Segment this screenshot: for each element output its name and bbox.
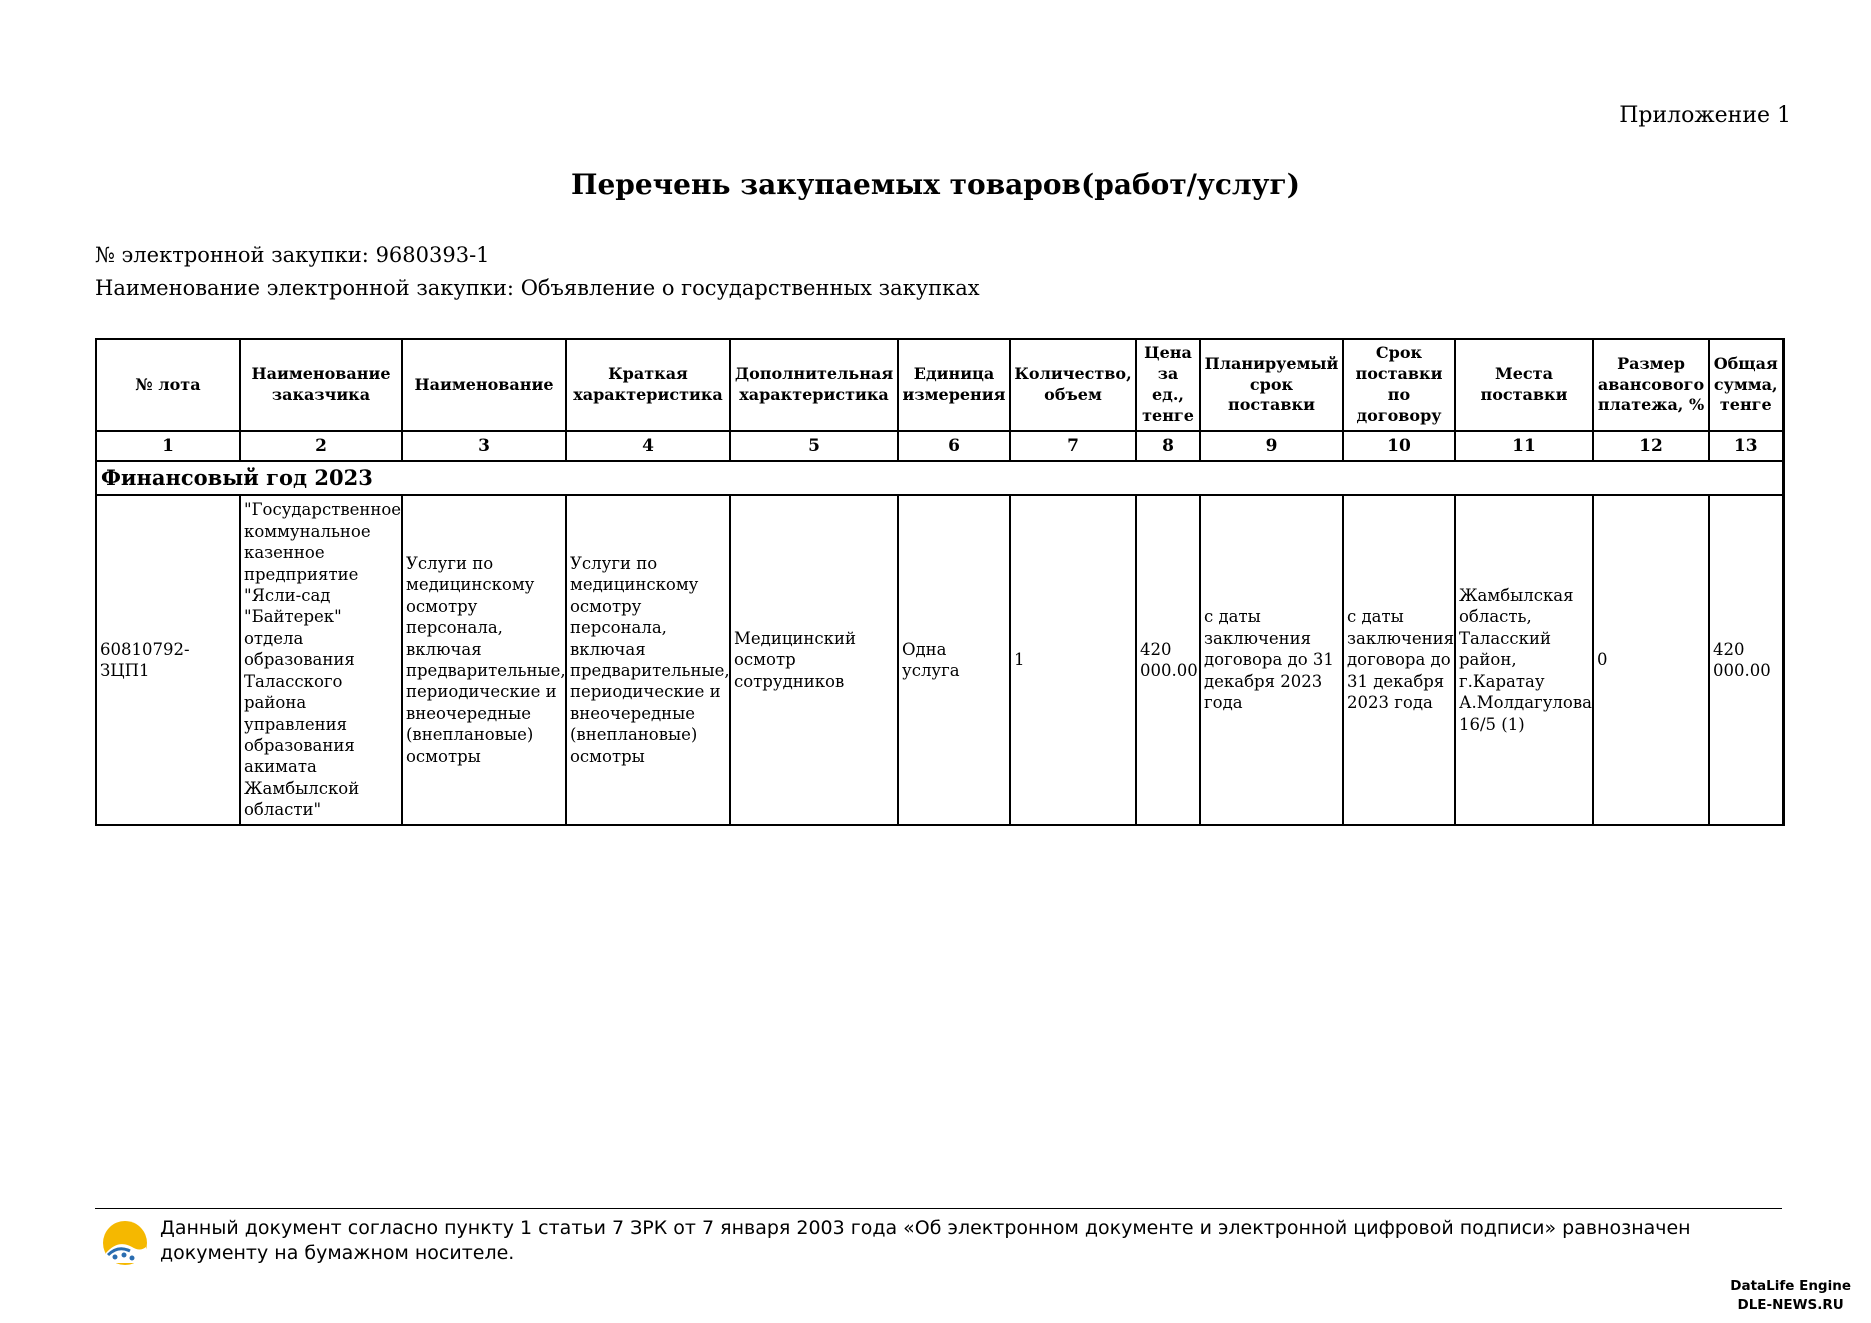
procurement-number-label: № электронной закупки:	[95, 243, 369, 267]
lot-number-cell: 60810792-ЗЦП1	[96, 495, 240, 825]
header-cell: Планируемый срок поставки	[1200, 339, 1343, 431]
procurement-number: 9680393-1	[375, 243, 490, 267]
header-cell: № лота	[96, 339, 240, 431]
column-number-row	[96, 431, 1783, 461]
appendix-label: Приложение 1	[1619, 103, 1791, 128]
column-number: 9	[1200, 431, 1343, 461]
watermark-line: DLE-NEWS.RU	[1737, 1297, 1844, 1313]
procurement-number-line	[95, 243, 490, 267]
header-cell: Дополнительная характеристика	[730, 339, 898, 431]
header-cell: Краткая характеристика	[566, 339, 730, 431]
document-title: Перечень закупаемых товаров(работ/услуг)	[571, 168, 1300, 201]
header-cell: Единица измерения	[898, 339, 1010, 431]
column-number: 7	[1010, 431, 1136, 461]
section-row	[96, 461, 1783, 495]
additional-description-cell: Медицинский осмотр сотрудников	[730, 495, 898, 825]
footer-legal-text: Данный документ согласно пункту 1 статьи 7 ЗРК от 7 января 2003 года «Об электронном документе и электронной цифровой подписи» равнозначен документу на бумажном носителе.	[160, 1217, 1691, 1264]
column-number: 11	[1455, 431, 1593, 461]
header-cell: Места поставки	[1455, 339, 1593, 431]
column-number: 2	[240, 431, 402, 461]
column-number: 6	[898, 431, 1010, 461]
watermark-line: DataLife Engine	[1730, 1278, 1851, 1294]
watermark	[1730, 1277, 1851, 1315]
quantity-cell: 1	[1010, 495, 1136, 825]
procurement-name-label: Наименование электронной закупки:	[95, 276, 514, 300]
header-cell: Цена за ед., тенге	[1136, 339, 1200, 431]
procurement-name: Объявление о государственных закупках	[520, 276, 980, 300]
table-row	[96, 495, 1783, 825]
delivery-place-cell: Жамбылская область, Таласский район, г.Каратау А.Молдагулова 16/5 (1)	[1455, 495, 1593, 825]
column-number: 10	[1343, 431, 1455, 461]
column-number: 8	[1136, 431, 1200, 461]
header-cell: Срок поставки по договору	[1343, 339, 1455, 431]
column-number: 13	[1709, 431, 1783, 461]
planned-delivery-cell: с даты заключения договора до 31 декабря 2023 года	[1200, 495, 1343, 825]
column-number: 12	[1593, 431, 1709, 461]
header-cell: Количество, объем	[1010, 339, 1136, 431]
short-description-cell: Услуги по медицинскому осмотру персонала, включая предварительные, периодические и внеочередные (внеплановые) осмотры	[566, 495, 730, 825]
header-cell: Наименование	[402, 339, 566, 431]
header-cell: Наименование заказчика	[240, 339, 402, 431]
unit-price-cell: 420 000.00	[1136, 495, 1200, 825]
customer-cell: "Государственное коммунальное казенное предприятие "Ясли-сад "Байтерек" отдела образования Таласского района управления образования акимата Жамбылской области"	[240, 495, 402, 825]
contract-delivery-cell: с даты заключения договора до 31 декабря 2023 года	[1343, 495, 1455, 825]
column-number: 1	[96, 431, 240, 461]
lots-table	[95, 338, 1785, 826]
procurement-name-line	[95, 276, 980, 300]
header-cell: Размер авансового платежа, %	[1593, 339, 1709, 431]
footer-divider	[95, 1208, 1782, 1209]
column-number: 5	[730, 431, 898, 461]
fiscal-year-title: Финансовый год 2023	[96, 461, 1783, 495]
sun-seal-icon	[100, 1217, 150, 1267]
column-number: 4	[566, 431, 730, 461]
header-row	[96, 339, 1783, 431]
unit-cell: Одна услуга	[898, 495, 1010, 825]
total-cell: 420 000.00	[1709, 495, 1783, 825]
column-number: 3	[402, 431, 566, 461]
header-cell: Общая сумма, тенге	[1709, 339, 1783, 431]
name-cell: Услуги по медицинскому осмотру персонала, включая предварительные, периодические и внеочередные (внеплановые) осмотры	[402, 495, 566, 825]
advance-payment-cell: 0	[1593, 495, 1709, 825]
